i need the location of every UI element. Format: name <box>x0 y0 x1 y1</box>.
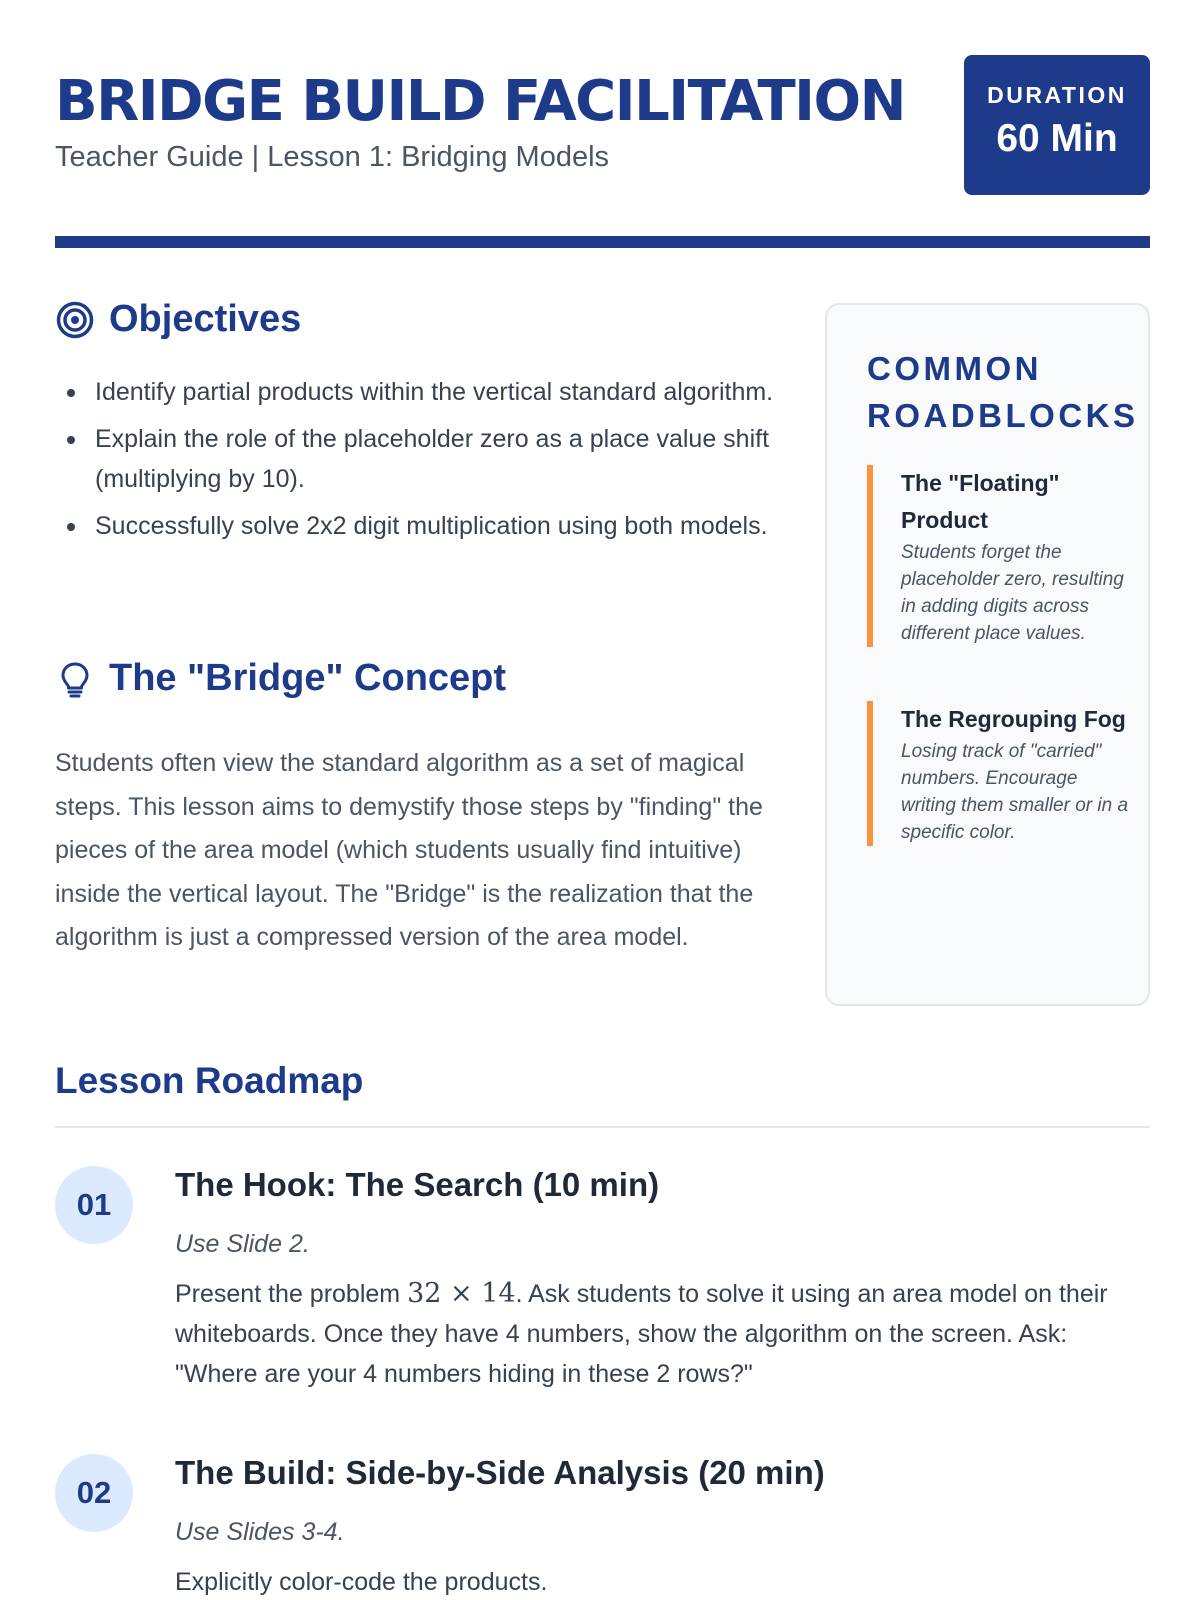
objective-item: Identify partial products within the vertical standard algorithm. <box>55 372 775 412</box>
page-title: BRIDGE BUILD FACILITATION <box>55 69 905 134</box>
concept-heading-text: The "Bridge" Concept <box>109 657 507 699</box>
roadblocks-title-line: ROADBLOCKS <box>867 397 1139 434</box>
step-number-badge: 02 <box>55 1454 133 1532</box>
step-description-text: . Ask students to solve it using an area model on their whiteboards. Once they have 4 numbers, show the algorithm on the screen. Ask: "Where are your 4 numbers hiding in these 2 rows?" <box>175 1280 1108 1388</box>
roadblock-item <box>867 465 1137 647</box>
roadblock-description: Students forget the placeholder zero, resulting in adding digits across different place values. <box>901 542 1124 644</box>
roadblocks-card <box>825 303 1150 1006</box>
lightbulb-icon <box>55 659 95 699</box>
roadblock-title: The Regrouping Fog <box>901 706 1126 732</box>
roadblock-description: Losing track of "carried" numbers. Encourage writing them smaller or in a specific color. <box>901 741 1129 843</box>
concept-body: Students often view the standard algorithm as a set of magical steps. This lesson aims to demystify those steps by "finding" the pieces of the area model (which students usually find intuitive) inside the vertical layout. The "Bridge" is the realization that the algorithm is just a compressed version of the area model. <box>55 749 763 951</box>
roadblocks-title-line: COMMON <box>867 350 1042 387</box>
objectives-heading <box>55 298 301 341</box>
roadmap-heading: Lesson Roadmap <box>55 1060 364 1101</box>
duration-value: 60 Min <box>996 117 1118 160</box>
step-number-badge: 01 <box>55 1166 133 1244</box>
objective-item: Successfully solve 2x2 digit multiplication using both models. <box>55 506 775 546</box>
duration-badge <box>964 55 1150 195</box>
step-title: The Build: Side-by-Side Analysis (20 min) <box>175 1454 825 1491</box>
objective-item: Explain the role of the placeholder zero as a place value shift (multiplying by 10). <box>55 419 775 499</box>
math-expression: 32 × 14 <box>407 1278 516 1309</box>
step-slides-note: Use Slide 2. <box>175 1230 310 1258</box>
header-divider <box>55 236 1150 248</box>
step-description-text: Present the problem <box>175 1280 408 1308</box>
step-description <box>175 1274 1150 1394</box>
objectives-list <box>55 372 775 553</box>
step-slides-note: Use Slides 3-4. <box>175 1518 345 1546</box>
page-subtitle: Teacher Guide | Lesson 1: Bridging Models <box>55 141 610 173</box>
roadmap-divider <box>55 1126 1150 1128</box>
step-title: The Hook: The Search (10 min) <box>175 1166 660 1203</box>
step-description: Explicitly color-code the products. <box>175 1568 548 1596</box>
duration-label: DURATION <box>987 82 1127 108</box>
objectives-heading-text: Objectives <box>109 298 302 340</box>
roadblock-item <box>867 701 1137 846</box>
target-icon <box>55 300 95 340</box>
page-header <box>55 55 1150 195</box>
roadblocks-title <box>867 345 1139 439</box>
roadblock-title: The "Floating" Product <box>901 470 1060 533</box>
concept-heading <box>55 657 506 700</box>
